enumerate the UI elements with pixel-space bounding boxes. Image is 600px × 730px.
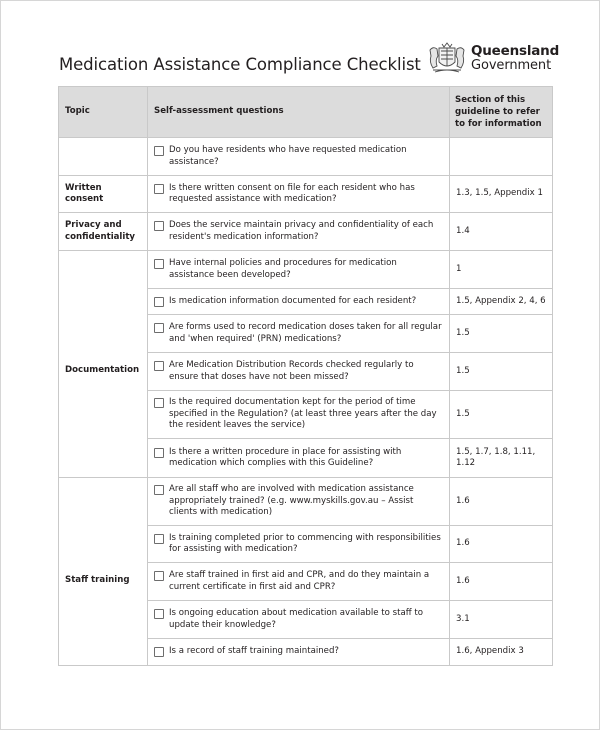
header-section-reference: Section of this guideline to refer to for information [450,87,553,138]
question-text: Is there written consent on file for each resident who has requested assistance with medication? [169,182,415,204]
question-text: Is the required documentation kept for the period of time specified in the Regulation? (at least three years after the day the resident leaves the service) [169,397,437,431]
header-self-assessment-questions: Self-assessment questions [148,87,450,138]
question-cell [148,213,450,251]
header-topic: Topic [59,87,148,138]
table-row [59,176,553,213]
question-cell [148,353,450,391]
section-cell: 1.6, Appendix 3 [450,639,553,666]
topic-label: Documentation [65,365,140,376]
section-cell: 1 [450,251,553,289]
checkbox[interactable] [154,184,164,194]
document-title: Medication Assistance Compliance Checklist [59,55,421,74]
table-row [59,213,553,251]
checkbox[interactable] [154,485,164,495]
question-cell [148,439,450,478]
queensland-government-logo [427,42,560,76]
logo-text-queensland: Queensland [471,43,560,59]
section-cell: 1.6 [450,478,553,526]
question-text: Do you have residents who have requested medication assistance? [169,145,407,167]
checkbox[interactable] [154,398,164,408]
section-cell: 3.1 [450,601,553,639]
question-cell [148,138,450,176]
section-cell: 1.4 [450,213,553,251]
checkbox[interactable] [154,609,164,619]
question-text: Are staff trained in first aid and CPR, and do they maintain a current certificate in first aid and CPR? [169,570,430,592]
checkbox[interactable] [154,361,164,371]
question-text: Is a record of staff training maintained? [169,646,339,657]
section-cell: 1.6 [450,563,553,601]
compliance-checklist-table [58,86,553,666]
topic-label: Staff training [65,574,130,585]
question-cell [148,315,450,353]
question-cell [148,601,450,639]
question-text: Are Medication Distribution Records checked regularly to ensure that doses have not been missed? [169,360,414,382]
question-cell [148,251,450,289]
section-cell [450,138,553,176]
topic-cell-written-consent: Written consent [59,176,148,213]
topic-cell [59,138,148,176]
section-cell: 1.5 [450,315,553,353]
table-row [59,138,553,176]
section-cell: 1.5 [450,353,553,391]
coat-of-arms-icon [427,42,467,74]
question-cell [148,478,450,526]
topic-cell-staff-training [59,478,148,666]
checkbox[interactable] [154,297,164,307]
section-cell: 1.6 [450,526,553,563]
checkbox[interactable] [154,647,164,657]
question-cell [148,176,450,213]
table-row [59,478,553,526]
question-cell [148,639,450,666]
section-cell: 1.5, Appendix 2, 4, 6 [450,289,553,315]
section-cell: 1.5 [450,391,553,439]
question-cell [148,289,450,315]
question-cell [148,391,450,439]
topic-cell-documentation [59,251,148,478]
question-text: Have internal policies and procedures for medication assistance been developed? [169,258,397,280]
question-text: Is medication information documented for each resident? [169,295,417,306]
checkbox[interactable] [154,571,164,581]
question-text: Are forms used to record medication doses taken for all regular and 'when required' (PRN) medications? [169,322,442,344]
section-cell: 1.5, 1.7, 1.8, 1.11, 1.12 [450,439,553,478]
table-row [59,251,553,289]
checkbox[interactable] [154,259,164,269]
table-header-row [59,87,553,138]
checkbox[interactable] [154,534,164,544]
question-text: Is there a written procedure in place for assisting with medication which complies with this Guideline? [169,446,402,468]
checkbox[interactable] [154,221,164,231]
question-text: Are all staff who are involved with medication assistance appropriately trained? (e.g. www.myskills.gov.au – Assist clients with medication) [169,484,414,518]
checkbox[interactable] [154,323,164,333]
logo-text-government: Government [471,58,552,73]
section-cell: 1.3, 1.5, Appendix 1 [450,176,553,213]
question-cell [148,526,450,563]
checkbox[interactable] [154,448,164,458]
question-text: Does the service maintain privacy and confidentiality of each resident's medication information? [169,220,434,242]
question-cell [148,563,450,601]
topic-cell-privacy: Privacy and confidentiality [59,213,148,251]
question-text: Is ongoing education about medication available to staff to update their knowledge? [169,608,424,630]
question-text: Is training completed prior to commencing with responsibilities for assisting with medication? [169,532,441,554]
checkbox[interactable] [154,146,164,156]
